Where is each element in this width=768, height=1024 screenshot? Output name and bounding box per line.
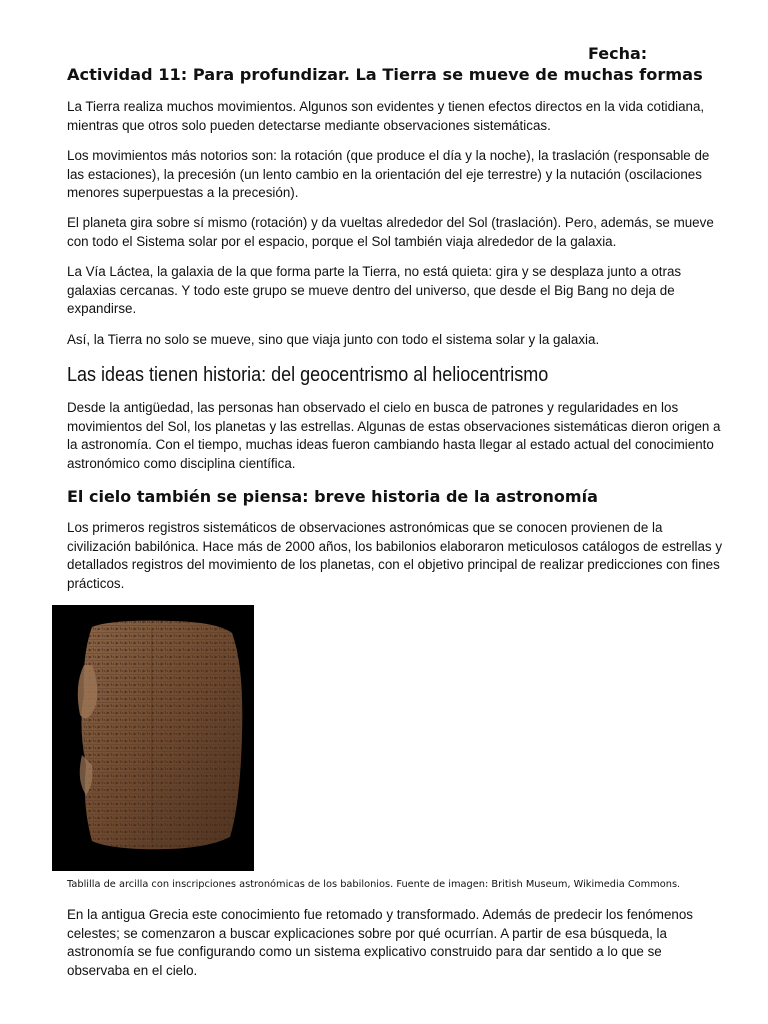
paragraph-milky-way: La Vía Láctea, la galaxia de la que forma parte la Tierra, no está quieta: gira y se desplaza junto a otras galaxias cercanas. Y todo este grupo se mueve dentro del universo, que desde el Big Bang no deja de expandirse.	[67, 264, 682, 317]
paragraph-earth-movements: La Tierra realiza muchos movimientos. Algunos son evidentes y tienen efectos directos en la vida cotidiana, mientras que otros solo pueden detectarse mediante observaciones sistemáticas.	[67, 99, 705, 133]
heading-history-astronomy: El cielo también se piensa: breve historia de la astronomía	[67, 487, 598, 506]
heading-geocentrism-heliocentrism: Las ideas tienen historia: del geocentrismo al heliocentrismo	[67, 364, 549, 386]
figure-caption: Tablilla de arcilla con inscripciones astronómicas de los babilonios. Fuente de imagen: British Museum, Wikimedia Commons.	[67, 879, 681, 890]
activity-title: Actividad 11: Para profundizar. La Tierra se mueve de muchas formas	[67, 65, 703, 84]
paragraph-antiquity: Desde la antigüedad, las personas han observado el cielo en busca de patrones y regularidades en los movimientos del Sol, los planetas y las estrellas. Algunas de estas observaciones sistemáticas dieron origen a la astronomía. Con el tiempo, muchas ideas fueron cambiando hasta llegar al estado actual del conocimiento astronómico como disciplina científica.	[67, 400, 721, 472]
clay-tablet-illustration	[52, 605, 254, 871]
paragraph-babylonian-records: Los primeros registros sistemáticos de observaciones astronómicas que se conocen provienen de la civilización babilónica. Hace más de 2000 años, los babilonios elaboraron meticulosos catálogos de estrellas y detallados registros del movimiento de los planetas, con el objetivo principal de realizar predicciones con fines prácticos.	[67, 520, 723, 592]
date-label: Fecha:	[588, 44, 648, 63]
paragraph-notable-movements: Los movimientos más notorios son: la rotación (que produce el día y la noche), la traslación (responsable de las estaciones), la precesión (un lento cambio en la orientación del eje terrestre) y la nutación (oscilaciones menores superpuestas a la precesión).	[67, 148, 710, 201]
paragraph-summary: Así, la Tierra no solo se mueve, sino que viaja junto con todo el sistema solar y la galaxia.	[67, 332, 600, 347]
paragraph-ancient-greece: En la antigua Grecia este conocimiento fue retomado y transformado. Además de predecir los fenómenos celestes; se comenzaron a buscar explicaciones sobre por qué ocurrían. A partir de esa búsqueda, la astronomía se fue configurando como un sistema explicativo construido para dar sentido a lo que se observaba en el cielo.	[67, 907, 693, 979]
babylonian-tablet-image	[52, 605, 254, 871]
paragraph-rotation-translation: El planeta gira sobre sí mismo (rotación) y da vueltas alrededor del Sol (traslación). Pero, además, se mueve con todo el Sistema solar por el espacio, porque el Sol también viaja alrededor de la galaxia.	[67, 215, 714, 249]
